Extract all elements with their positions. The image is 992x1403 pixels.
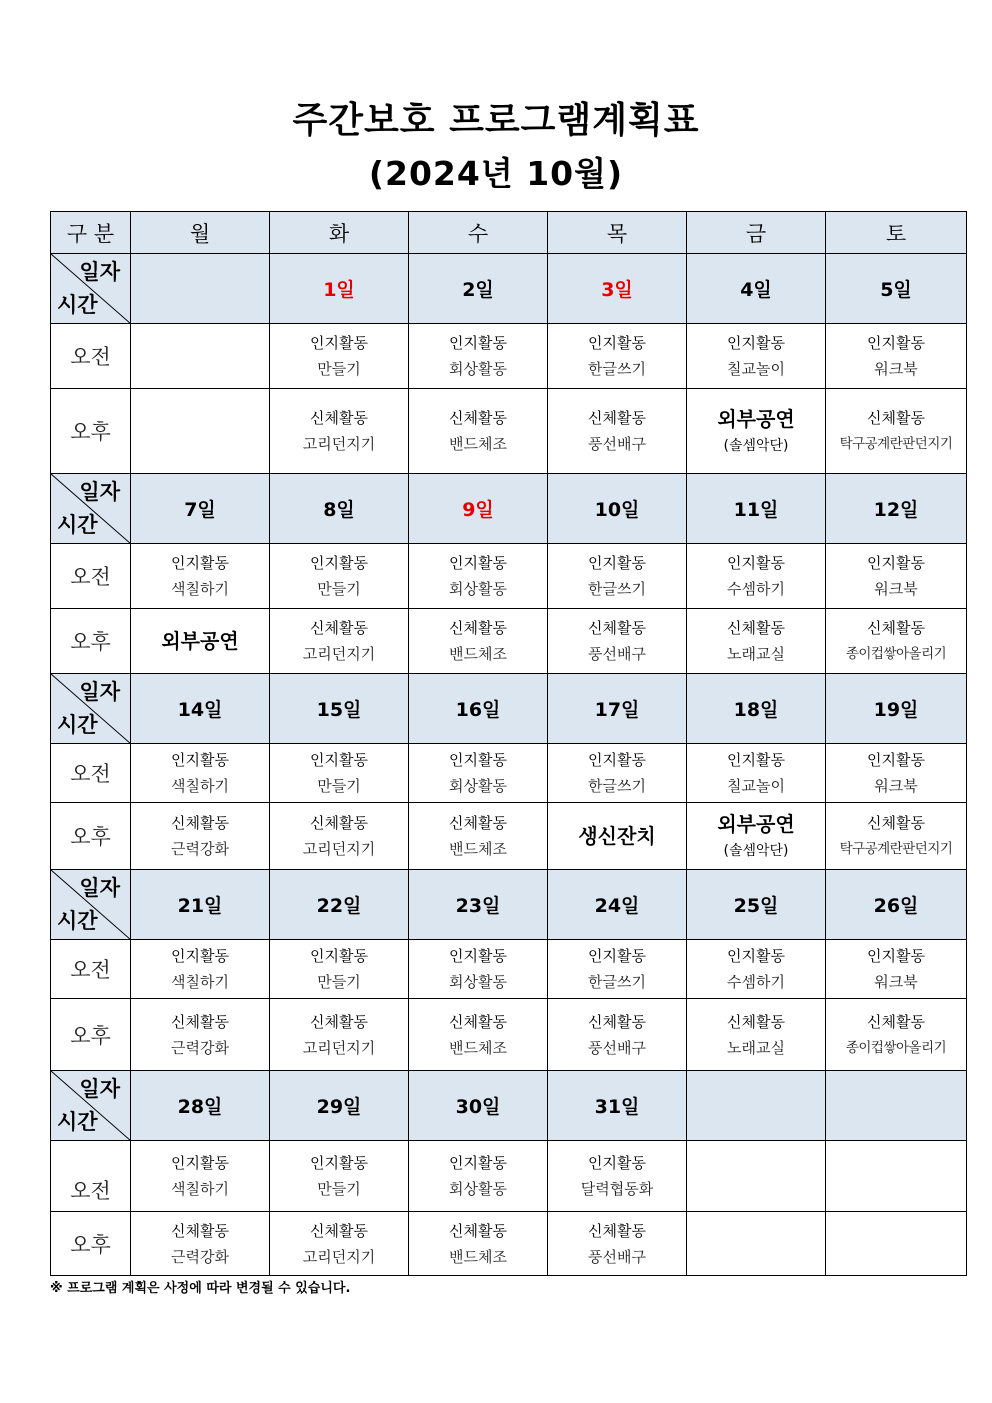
activity-name: 근력강화: [171, 1038, 229, 1057]
date-time-corner: [51, 1071, 131, 1141]
activity-category: 인지활동: [310, 751, 368, 769]
activity-cell: [826, 1141, 967, 1212]
activity-category: 인지활동: [310, 554, 368, 572]
activity-category: 신체활동: [310, 1012, 368, 1031]
activity-category: 인지활동: [449, 334, 507, 352]
activity-category: 신체활동: [867, 1012, 925, 1031]
date-cell: 4일: [687, 254, 826, 324]
header-day: 월: [131, 212, 270, 254]
activity-name: 한글쓰기: [588, 360, 646, 378]
activity-category: 신체활동: [310, 619, 368, 637]
activity-cell: [270, 324, 409, 389]
activity-category: 인지활동: [867, 554, 925, 572]
date-cell: 19일: [826, 674, 967, 744]
slot-label-am: 오전: [51, 940, 131, 999]
activity-category: 신체활동: [171, 1012, 229, 1031]
activity-category: 신체활동: [171, 1221, 229, 1240]
activity-cell: [548, 609, 687, 674]
activity-name: 풍선배구: [588, 645, 646, 663]
date-cell: 24일: [548, 870, 687, 940]
activity-cell: [826, 940, 967, 999]
activity-category: 인지활동: [727, 554, 785, 572]
activity-name: 회상활동: [449, 777, 507, 795]
activity-name: 회상활동: [449, 973, 507, 991]
activity-name: 워크북: [874, 360, 918, 378]
date-cell: 29일: [270, 1071, 409, 1141]
activity-name: 회상활동: [449, 580, 507, 598]
activity-cell: [409, 744, 548, 803]
activity-cell: [270, 940, 409, 999]
activity-cell: [409, 1212, 548, 1276]
date-row: [51, 674, 967, 744]
activity-name: 탁구공계란판던지기: [839, 436, 953, 452]
page-title: 주간보호 프로그램계획표: [292, 100, 700, 141]
activity-cell: [131, 744, 270, 803]
activity-cell: [270, 1141, 409, 1212]
activity-category: 인지활동: [588, 947, 646, 965]
date-cell: 26일: [826, 870, 967, 940]
activity-name: 고리던지기: [302, 840, 376, 858]
activity-category: 신체활동: [727, 619, 785, 637]
activity-cell: [826, 324, 967, 389]
activity-name: 밴드체조: [449, 1247, 507, 1266]
activity-cell: [409, 1141, 548, 1212]
activity-cell: [548, 1212, 687, 1276]
activity-cell: [131, 544, 270, 609]
activity-cell: [687, 324, 826, 389]
activity-detail: (솔셈악단): [723, 438, 789, 454]
corner-label-time: 시간: [57, 513, 98, 537]
date-cell: 22일: [270, 870, 409, 940]
header-row: [51, 212, 967, 254]
activity-name: 밴드체조: [449, 645, 507, 663]
date-cell: 17일: [548, 674, 687, 744]
activity-name: 한글쓰기: [588, 580, 646, 598]
date-cell: 11일: [687, 474, 826, 544]
date-cell: 30일: [409, 1071, 548, 1141]
date-cell: 31일: [548, 1071, 687, 1141]
am-row: [51, 940, 967, 999]
activity-category: 신체활동: [727, 1012, 785, 1031]
corner-label-date: 일자: [79, 260, 120, 284]
activity-name: 한글쓰기: [588, 777, 646, 795]
activity-cell: [826, 999, 967, 1071]
activity-cell: [131, 940, 270, 999]
activity-highlight: 외부공연: [161, 629, 239, 653]
corner-label-date: 일자: [79, 1077, 120, 1101]
activity-cell: [548, 324, 687, 389]
activity-cell: [826, 803, 967, 870]
date-time-corner: [51, 474, 131, 544]
activity-cell: [687, 940, 826, 999]
activity-category: 인지활동: [310, 947, 368, 965]
activity-category: 인지활동: [727, 334, 785, 352]
date-cell: 1일: [270, 254, 409, 324]
activity-name: 밴드체조: [449, 1038, 507, 1057]
am-row: [51, 324, 967, 389]
activity-name: 색칠하기: [171, 1180, 229, 1198]
footnote: ※ 프로그램 계획은 사정에 따라 변경될 수 있습니다.: [50, 1281, 351, 1296]
activity-category: 인지활동: [588, 1154, 646, 1172]
am-row: [51, 544, 967, 609]
slot-label-am: 오전: [51, 744, 131, 803]
pm-row: [51, 803, 967, 870]
activity-category: 신체활동: [310, 814, 368, 832]
activity-category: 인지활동: [867, 751, 925, 769]
activity-cell: [548, 999, 687, 1071]
activity-category: 신체활동: [449, 409, 507, 427]
pm-row: [51, 389, 967, 474]
activity-cell: [270, 999, 409, 1071]
activity-name: 풍선배구: [588, 1247, 646, 1266]
header-day: 토: [826, 212, 967, 254]
activity-name: 칠교놀이: [727, 777, 785, 795]
activity-cell: [548, 389, 687, 474]
activity-highlight: 외부공연: [717, 407, 795, 431]
date-row: [51, 254, 967, 324]
activity-category: 신체활동: [588, 409, 646, 427]
activity-name: 칠교놀이: [727, 360, 785, 378]
activity-name: 종이컵쌓아올리기: [845, 1039, 947, 1056]
activity-name: 회상활동: [449, 1180, 507, 1198]
activity-name: 만들기: [317, 777, 361, 795]
activity-cell: [270, 544, 409, 609]
activity-category: 인지활동: [171, 1154, 229, 1172]
activity-category: 인지활동: [867, 334, 925, 352]
activity-cell: [548, 744, 687, 803]
slot-label-pm: 오후: [51, 999, 131, 1071]
activity-category: 인지활동: [449, 947, 507, 965]
date-cell: [131, 254, 270, 324]
activity-cell: [131, 324, 270, 389]
activity-cell: [826, 744, 967, 803]
activity-name: 색칠하기: [171, 580, 229, 598]
slot-label-pm: 오후: [51, 389, 131, 474]
header-day: 수: [409, 212, 548, 254]
activity-highlight: 외부공연: [717, 812, 795, 836]
activity-category: 인지활동: [310, 1154, 368, 1172]
date-cell: 7일: [131, 474, 270, 544]
date-cell: 3일: [548, 254, 687, 324]
activity-cell: [548, 940, 687, 999]
pm-row: [51, 1212, 967, 1276]
date-cell: 12일: [826, 474, 967, 544]
date-cell: 9일: [409, 474, 548, 544]
activity-category: 인지활동: [588, 334, 646, 352]
date-time-corner: [51, 674, 131, 744]
pm-row: [51, 999, 967, 1071]
activity-category: 신체활동: [310, 409, 368, 427]
schedule-table: [50, 211, 967, 1276]
activity-name: 고리던지기: [302, 435, 376, 453]
activity-name: 색칠하기: [171, 973, 229, 991]
activity-category: 신체활동: [449, 1221, 507, 1240]
date-cell: 14일: [131, 674, 270, 744]
activity-name: 풍선배구: [588, 435, 646, 453]
activity-cell: [270, 803, 409, 870]
date-cell: 2일: [409, 254, 548, 324]
activity-name: 풍선배구: [588, 1038, 646, 1057]
activity-category: 인지활동: [171, 947, 229, 965]
activity-cell: [826, 544, 967, 609]
activity-cell: [687, 544, 826, 609]
am-row: [51, 744, 967, 803]
activity-name: 만들기: [317, 360, 361, 378]
date-cell: 8일: [270, 474, 409, 544]
activity-name: 근력강화: [171, 840, 229, 858]
activity-cell: [409, 324, 548, 389]
am-row: [51, 1141, 967, 1212]
activity-category: 인지활동: [588, 554, 646, 572]
activity-cell: [687, 609, 826, 674]
activity-name: 고리던지기: [302, 1038, 376, 1057]
date-cell: 15일: [270, 674, 409, 744]
activity-cell: [409, 544, 548, 609]
header-day: 목: [548, 212, 687, 254]
date-cell: 23일: [409, 870, 548, 940]
activity-name: 노래교실: [727, 645, 785, 663]
date-row: [51, 474, 967, 544]
activity-cell: [548, 544, 687, 609]
activity-name: 만들기: [317, 973, 361, 991]
date-row: [51, 870, 967, 940]
activity-cell: [131, 1212, 270, 1276]
activity-name: 밴드체조: [449, 435, 507, 453]
activity-name: 워크북: [874, 777, 918, 795]
date-cell: 18일: [687, 674, 826, 744]
activity-name: 색칠하기: [171, 777, 229, 795]
activity-category: 신체활동: [867, 814, 925, 832]
activity-category: 신체활동: [588, 1012, 646, 1031]
activity-cell: [687, 803, 826, 870]
corner-label-time: 시간: [57, 909, 98, 933]
date-time-corner: [51, 254, 131, 324]
activity-category: 신체활동: [588, 1221, 646, 1240]
activity-category: 인지활동: [727, 751, 785, 769]
activity-category: 신체활동: [171, 814, 229, 832]
activity-name: 만들기: [317, 580, 361, 598]
date-row: [51, 1071, 967, 1141]
activity-name: 워크북: [874, 580, 918, 598]
slot-label-am: 오전: [51, 544, 131, 609]
activity-cell: [409, 940, 548, 999]
activity-category: 인지활동: [171, 751, 229, 769]
activity-cell: [687, 1141, 826, 1212]
header-day: 화: [270, 212, 409, 254]
corner-label-time: 시간: [57, 713, 98, 737]
activity-cell: [131, 389, 270, 474]
date-time-corner: [51, 870, 131, 940]
activity-cell: [131, 609, 270, 674]
activity-cell: [687, 999, 826, 1071]
activity-cell: [826, 609, 967, 674]
activity-name: 한글쓰기: [588, 973, 646, 991]
activity-cell: [548, 1141, 687, 1212]
activity-cell: [270, 609, 409, 674]
corner-label-date: 일자: [79, 876, 120, 900]
activity-category: 인지활동: [867, 947, 925, 965]
activity-highlight: 생신잔치: [578, 824, 656, 848]
activity-name: 만들기: [317, 1180, 361, 1198]
corner-label-date: 일자: [79, 480, 120, 504]
date-cell: 5일: [826, 254, 967, 324]
activity-cell: [270, 389, 409, 474]
header-day: 금: [687, 212, 826, 254]
activity-cell: [687, 389, 826, 474]
corner-label-time: 시간: [57, 1110, 98, 1134]
activity-category: 신체활동: [310, 1221, 368, 1240]
activity-name: 워크북: [874, 973, 918, 991]
activity-category: 신체활동: [867, 619, 925, 637]
slot-label-pm: 오후: [51, 1212, 131, 1276]
activity-cell: [826, 389, 967, 474]
activity-name: 근력강화: [171, 1247, 229, 1266]
date-cell: [687, 1071, 826, 1141]
activity-category: 인지활동: [171, 554, 229, 572]
date-cell: 25일: [687, 870, 826, 940]
date-cell: 28일: [131, 1071, 270, 1141]
activity-name: 회상활동: [449, 360, 507, 378]
activity-category: 인지활동: [588, 751, 646, 769]
activity-name: 밴드체조: [449, 840, 507, 858]
activity-cell: [687, 1212, 826, 1276]
activity-cell: [687, 744, 826, 803]
activity-category: 신체활동: [588, 619, 646, 637]
corner-label-time: 시간: [57, 293, 98, 317]
date-cell: 21일: [131, 870, 270, 940]
activity-detail: (솔셈악단): [723, 843, 789, 859]
activity-category: 인지활동: [727, 947, 785, 965]
activity-name: 수셈하기: [727, 580, 785, 598]
activity-category: 인지활동: [310, 334, 368, 352]
activity-cell: [131, 999, 270, 1071]
activity-name: 고리던지기: [302, 1247, 376, 1266]
activity-category: 인지활동: [449, 554, 507, 572]
activity-category: 인지활동: [449, 1154, 507, 1172]
page-subtitle: (2024년 10월): [368, 154, 624, 193]
header-gubun: 구 분: [51, 212, 131, 254]
slot-label-am: 오전: [51, 324, 131, 389]
activity-cell: [826, 1212, 967, 1276]
activity-category: 신체활동: [449, 1012, 507, 1031]
date-cell: [826, 1071, 967, 1141]
activity-cell: [131, 1141, 270, 1212]
activity-cell: [409, 999, 548, 1071]
activity-cell: [409, 609, 548, 674]
activity-cell: [548, 803, 687, 870]
activity-cell: [270, 744, 409, 803]
date-cell: 16일: [409, 674, 548, 744]
activity-name: 수셈하기: [727, 973, 785, 991]
activity-cell: [409, 803, 548, 870]
activity-category: 신체활동: [867, 409, 925, 427]
activity-category: 신체활동: [449, 619, 507, 637]
date-cell: 10일: [548, 474, 687, 544]
activity-name: 종이컵쌓아올리기: [845, 646, 947, 662]
activity-name: 고리던지기: [302, 645, 376, 663]
pm-row: [51, 609, 967, 674]
activity-name: 달력협동화: [580, 1180, 654, 1198]
activity-cell: [131, 803, 270, 870]
activity-category: 인지활동: [449, 751, 507, 769]
activity-cell: [409, 389, 548, 474]
slot-label-pm: 오후: [51, 803, 131, 870]
corner-label-date: 일자: [79, 680, 120, 704]
activity-name: 탁구공계란판던지기: [839, 841, 953, 857]
slot-label-am: 오전: [51, 1141, 131, 1212]
activity-cell: [270, 1212, 409, 1276]
activity-category: 신체활동: [449, 814, 507, 832]
activity-name: 노래교실: [727, 1038, 785, 1057]
slot-label-pm: 오후: [51, 609, 131, 674]
